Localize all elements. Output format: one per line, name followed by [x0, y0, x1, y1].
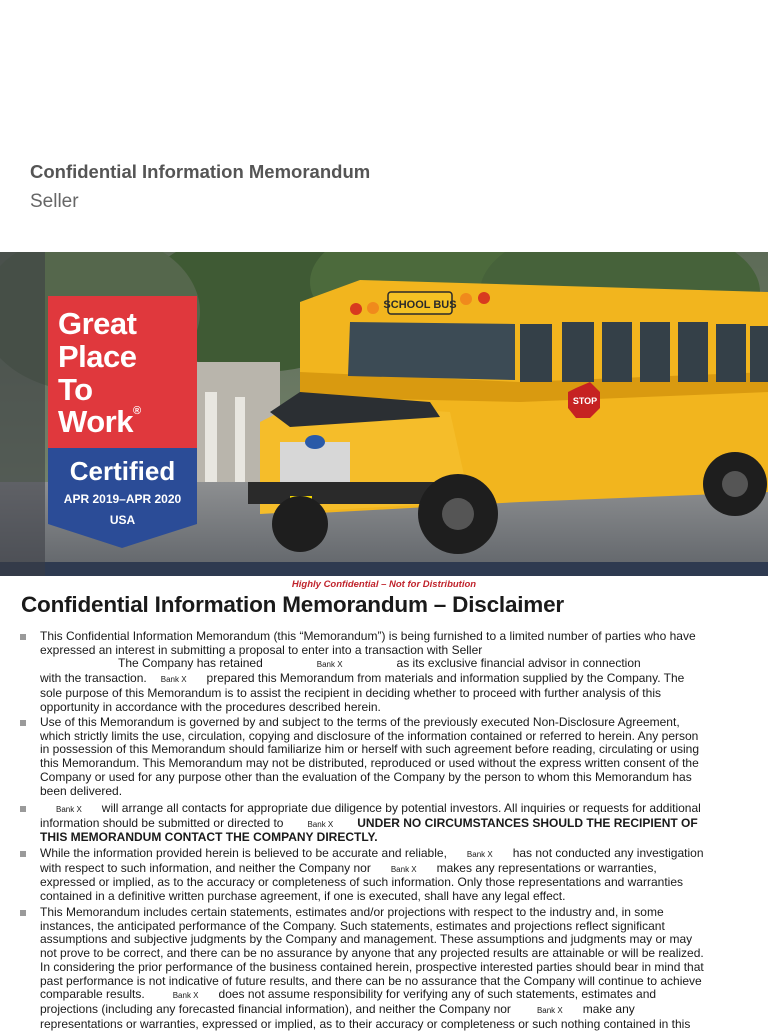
- bullet-icon: [20, 806, 26, 812]
- text-fragment: will arrange all contacts for appropriate due diligence by potential investors. All inquiries or requests for additional: [101, 801, 701, 815]
- bank-name: Bank X: [390, 864, 417, 874]
- text-line: representations or warranties, expressed or implied, as to their accuracy or completeness or such nothing contained in this: [40, 1016, 691, 1031]
- text-line: contained in a definitive written purchase agreement, if one is executed, shall have any legal effect.: [40, 889, 566, 904]
- text-fragment: as its exclusive financial advisor in connection: [396, 656, 641, 671]
- badge-line-work: [58, 406, 141, 437]
- badge-line-place: Place: [58, 339, 137, 374]
- bullet-icon: [20, 851, 26, 857]
- text-line: instances, the anticipated performance of the Company. Such statements, estimates and projections reflect significant: [40, 918, 665, 933]
- badge-certified: Certified: [69, 456, 176, 486]
- bank-name: Bank X: [316, 660, 343, 670]
- text-line: [40, 1003, 760, 1018]
- text-fragment: does not assume responsibility for verifying any of such statements, estimates and: [218, 987, 657, 1002]
- text-line: in possession of this Memorandum should familiarize him or herself with such agreement before reading, circulating or using: [40, 742, 699, 757]
- text-fragment: makes any representations or warranties,: [436, 860, 657, 875]
- text-line: past performance is not indicative of future results, and there can be no assurance that the Company will continue to achieve: [40, 973, 702, 988]
- badge-work-word: Work: [58, 404, 133, 439]
- disclaimer-paragraph-4: [40, 847, 760, 904]
- badge-line-great: Great: [58, 306, 137, 341]
- disclaimer-title: Confidential Information Memorandum – Disclaimer: [21, 592, 564, 617]
- disclaimer-paragraph-5: [40, 906, 760, 1031]
- text-line: This Confidential Information Memorandum (this “Memorandum”) is being furnished to a limited number of parties who have: [40, 629, 696, 643]
- stop-sign-text: STOP: [572, 396, 598, 406]
- disclaimer-paragraph-3: [40, 802, 760, 845]
- text-line: expressed or implied, as to the accuracy or completeness of such information. Only those representations and warranties: [40, 875, 683, 890]
- text-line: expressed an interest in submitting a proposal to enter into a transaction with Seller: [40, 642, 483, 657]
- disclaimer-paragraph-1: [40, 630, 760, 714]
- text-fragment: make any: [582, 1001, 635, 1016]
- text-line: In considering the prior performance of the business contained herein, prospective interested parties should bear in mind that: [40, 959, 704, 974]
- text-fragment: While the information provided herein is believed to be accurate and reliable,: [40, 846, 447, 860]
- disclaimer-paragraph-2: [40, 716, 760, 798]
- bank-name: Bank X: [307, 819, 334, 829]
- text-line: been delivered.: [40, 783, 123, 798]
- cover-title: Confidential Information Memorandum: [30, 161, 371, 182]
- text-line: opportunity in accordance with the procedures described herein.: [40, 699, 381, 714]
- cover-subtitle: Seller: [30, 191, 79, 212]
- text-fragment: comparable results.: [40, 987, 145, 1002]
- bus-sign-text: SCHOOL BUS: [383, 299, 457, 311]
- text-line: This Memorandum includes certain statements, estimates and/or projections with respect to the industry and, in some: [40, 905, 664, 919]
- bank-name: Bank X: [56, 805, 82, 814]
- text-fragment: UNDER NO CIRCUMSTANCES SHOULD THE RECIPIENT OF: [357, 815, 698, 830]
- text-line: [40, 672, 760, 687]
- text-fragment: The Company has retained: [118, 656, 263, 671]
- bullet-icon: [20, 634, 26, 640]
- bank-name: Bank X: [172, 991, 199, 1001]
- bank-name: Bank X: [536, 1005, 563, 1015]
- badge-dates: APR 2019–APR 2020: [63, 492, 182, 506]
- badge-country: USA: [109, 513, 136, 527]
- text-fragment: has not conducted any investigation: [512, 846, 704, 860]
- text-line: [40, 988, 760, 1003]
- text-fragment: prepared this Memorandum from materials and information supplied by the Company. The: [206, 671, 685, 686]
- bullet-icon: [20, 720, 26, 726]
- badge-line-to: To: [58, 372, 93, 407]
- text-line: Company or used for any purpose other than the evaluation of the Company by the person to whom this Memorandum has: [40, 769, 692, 784]
- text-line: Use of this Memorandum is governed by and subject to the terms of the previously executed Non-Disclosure Agreement,: [40, 715, 680, 729]
- text-fragment: with respect to such information, and neither the Company nor: [40, 860, 371, 875]
- text-line: assumptions and subjective judgments by the Company and management. These assumptions and judgments may or may: [40, 932, 693, 947]
- registered-mark: ®: [132, 405, 141, 417]
- text-line: [40, 862, 760, 877]
- text-line: [40, 817, 760, 832]
- confidential-banner: Highly Confidential – Not for Distribution: [291, 579, 477, 590]
- text-line: THIS MEMORANDUM CONTACT THE COMPANY DIRECTLY.: [40, 830, 378, 845]
- text-line: which strictly limits the use, circulation, copying and disclosure of the information contained or referred to herein. Any person: [40, 728, 699, 743]
- bank-name: Bank X: [160, 675, 187, 685]
- text-line: not prove to be correct, and there can be no assurance by anyone that any projected results are attainable or will be realized.: [40, 946, 704, 961]
- text-line: [40, 847, 760, 862]
- text-line: this Memorandum. This Memorandum may not be distributed, reproduced or used without the express written consent of the: [40, 756, 699, 771]
- text-fragment: projections (including any forecasted financial information), and neither the Company nor: [40, 1001, 511, 1016]
- text-line: sole purpose of this Memorandum is to assist the recipient in deciding whether to proceed with further analysis of this: [40, 685, 661, 700]
- bullet-icon: [20, 910, 26, 916]
- text-fragment: information should be submitted or directed to: [40, 815, 284, 830]
- text-fragment: with the transaction.: [40, 671, 147, 686]
- text-line: [40, 802, 760, 817]
- bank-name: Bank X: [466, 850, 493, 859]
- text-line: [40, 657, 760, 672]
